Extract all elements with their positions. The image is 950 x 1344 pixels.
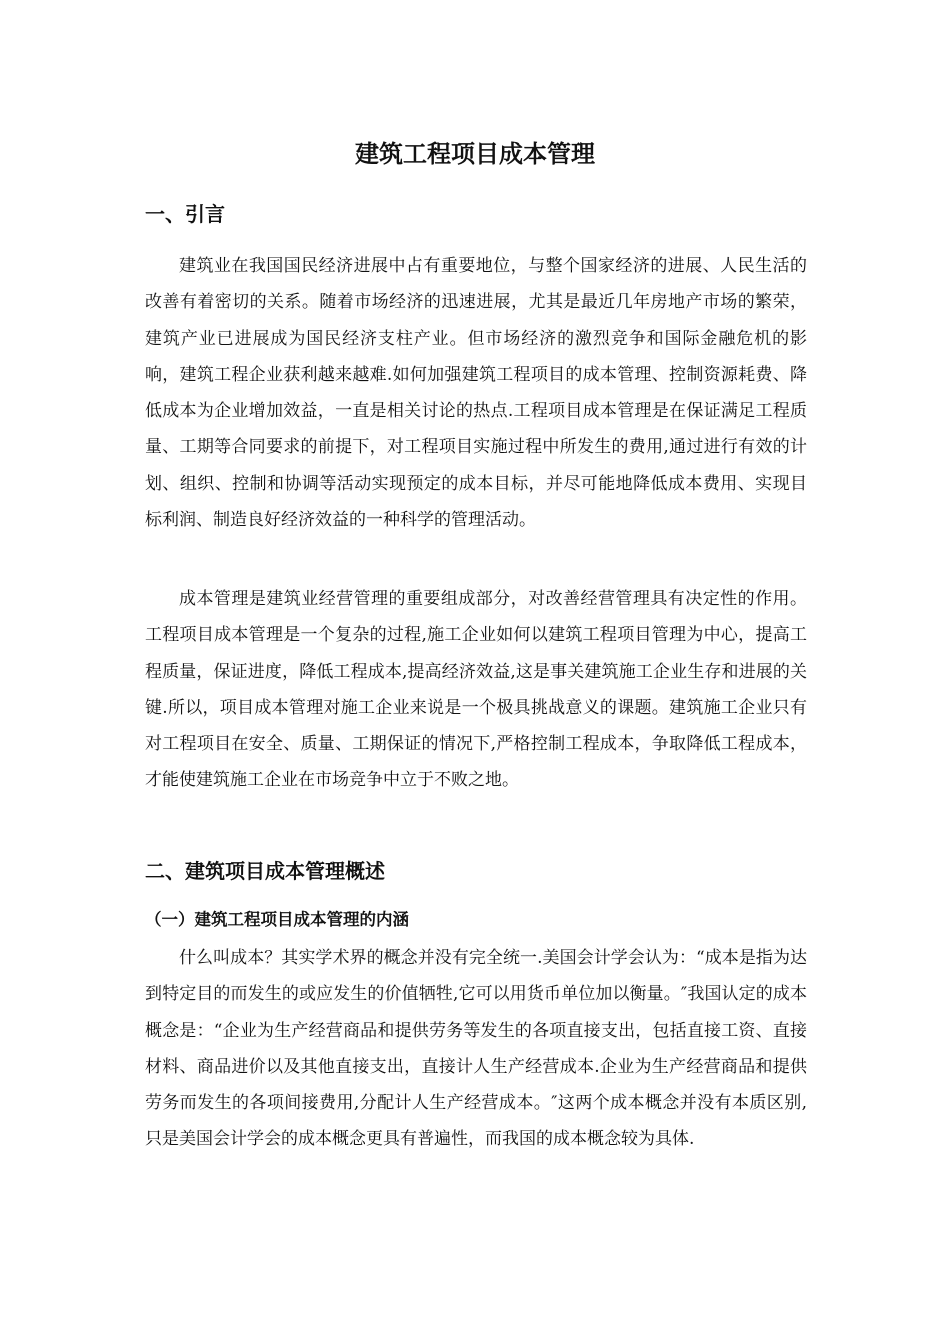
paragraph-cost-definition: 什么叫成本？其实学术界的概念并没有完全统一.美国会计学会认为：“成本是指为达到特定目的而发生的或应发生的价值牺牲,它可以用货币单位加以衡量。″我国认定的成本概念是：“企业为生产经营商品和提供劳务等发生的各项直接支出，包括直接工资、直接材料、商品进价以及其他直接支出，直接计人生产经营成本.企业为生产经营商品和提供劳务而发生的各项间接费用,分配计人生产经营成本。″这两个成本概念并没有本质区别,只是美国会计学会的成本概念更具有普遍性，而我国的成本概念较为具体.	[145, 948, 807, 1150]
paragraph-introduction-2: 成本管理是建筑业经营管理的重要组成部分，对改善经营管理具有决定性的作用。工程项目成本管理是一个复杂的过程,施工企业如何以建筑工程项目管理为中心，提高工程质量，保证进度，降低工程成本,提高经济效益,这是事关建筑施工企业生存和进展的关键.所以，项目成本管理对施工企业来说是一个极具挑战意义的课题。建筑施工企业只有对工程项目在安全、质量、工期保证的情况下,严格控制工程成本，争取降低工程成本，才能使建筑施工企业在市场竞争中立于不败之地。	[145, 589, 807, 791]
section-heading-overview: 二、建筑项目成本管理概述	[145, 859, 385, 883]
subsection-heading-connotation: （一）建筑工程项目成本管理的内涵	[145, 910, 409, 929]
paragraph-introduction-1: 建筑业在我国国民经济进展中占有重要地位，与整个国家经济的进展、人民生活的改善有着密切的关系。随着市场经济的迅速进展，尤其是最近几年房地产市场的繁荣，建筑产业已进展成为国民经济支柱产业。但市场经济的激烈竞争和国际金融危机的影响，建筑工程企业获利越来越难.如何加强建筑工程项目的成本管理、控制资源耗费、降低成本为企业增加效益，一直是相关讨论的热点.工程项目成本管理是在保证满足工程质量、工期等合同要求的前提下，对工程项目实施过程中所发生的费用,通过进行有效的计划、组织、控制和协调等活动实现预定的成本目标，并尽可能地降低成本费用、实现目标利润、制造良好经济效益的一种科学的管理活动。	[145, 256, 807, 531]
document-title: 建筑工程项目成本管理	[355, 140, 595, 168]
section-heading-introduction: 一、引言	[145, 202, 225, 226]
